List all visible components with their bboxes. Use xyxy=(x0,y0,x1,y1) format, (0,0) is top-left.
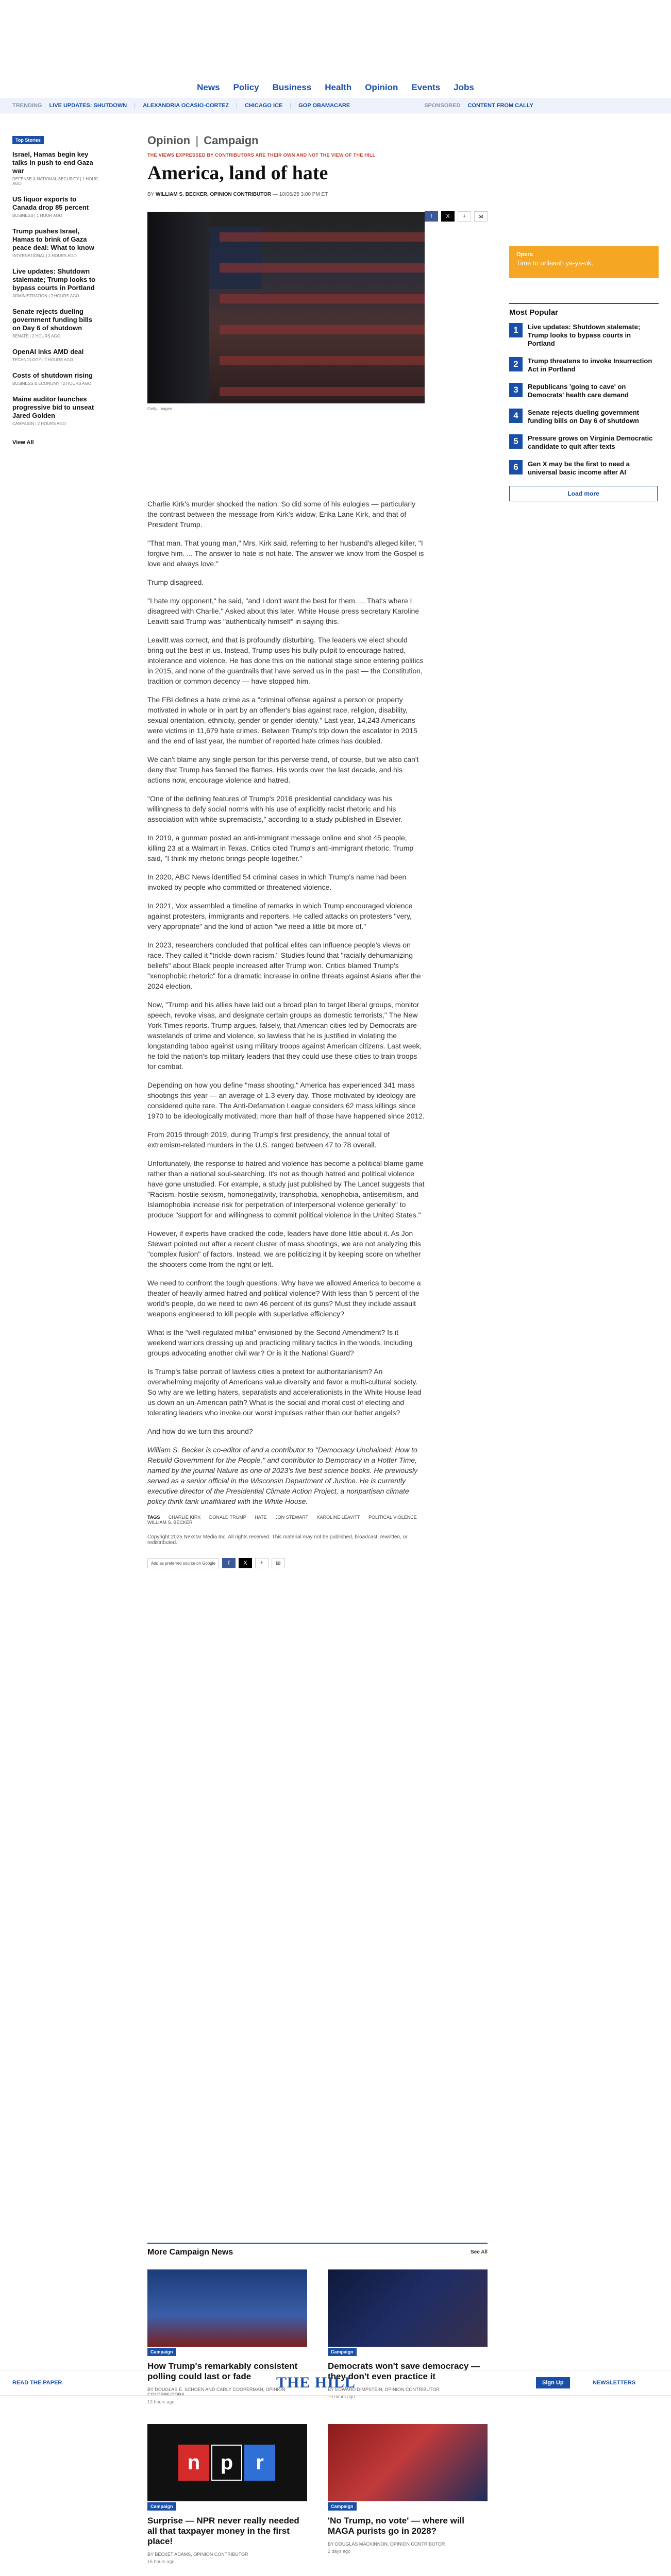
breadcrumb-sub[interactable]: Campaign xyxy=(204,134,259,147)
article-body xyxy=(147,499,425,1568)
left-rail-item-title[interactable]: Costs of shutdown rising xyxy=(12,371,93,379)
byline-prefix: BY xyxy=(147,192,155,197)
card-image xyxy=(147,2424,307,2501)
card-time: 16 hours ago xyxy=(147,2559,175,2564)
nav-opinion[interactable]: Opinion xyxy=(365,82,398,92)
card-tag: Campaign xyxy=(147,2502,176,2511)
bottom-share-bar xyxy=(147,1558,425,1568)
left-rail-item-meta: DEFENSE & NATIONAL SECURITY | 1 HOUR AGO xyxy=(12,177,98,186)
trending-sep: | xyxy=(236,102,238,109)
paragraph: What is the "well-regulated militia" envisioned by the Second Amendment? Is it weekend warriors dressing up and practicing military tactics in the woods, including groups advocating another civil war? Or is it the National Guard? xyxy=(147,1328,413,1357)
news-card[interactable] xyxy=(328,2424,488,2564)
left-rail-item[interactable] xyxy=(12,308,99,338)
card-time: 19 hours ago xyxy=(328,2394,355,2399)
flag-stripe xyxy=(220,356,425,365)
hero-image xyxy=(147,212,425,403)
breadcrumb-sep: | xyxy=(195,134,199,147)
paragraph: Charlie Kirk's murder shocked the nation. So did some of his eulogies — particularly the contrast between the message from Kirk's widow, Erika Lane Kirk, and that of President Trump. xyxy=(147,500,416,529)
paragraph: From 2015 through 2019, during Trump's first presidency, the annual total of extremism-related murders in the U.S. ranged between 47 to 78 overall. xyxy=(147,1130,390,1149)
left-rail-item-title[interactable]: US liquor exports to Canada drop 85 percent xyxy=(12,195,89,211)
tags xyxy=(147,1515,425,1525)
card-grid xyxy=(147,2269,488,2564)
card-image xyxy=(328,2269,488,2347)
sponsored-link[interactable]: CONTENT FROM CALLY xyxy=(467,102,533,109)
card-title[interactable]: Surprise — NPR never really needed all that taxpayer money in the first place! xyxy=(147,2516,299,2546)
paragraph: The FBI defines a hate crime as a "criminal offense against a person or property motivated in whole or in part by an offender's bias against race, religion, disability, sexual orientation, ethnicity, gender or gender identity." Last year, 14,243 Americans were victims in 11,679 hate crimes. Between Trump's trip down the escalator in 2015 and the end of last year, the number of reported hate crimes has doubled. xyxy=(147,696,417,745)
npr-n: n xyxy=(178,2445,209,2481)
nav-events[interactable]: Events xyxy=(411,82,441,92)
newsletters-link[interactable]: NEWSLETTERS xyxy=(593,2380,636,2386)
load-more-button[interactable]: Load more xyxy=(509,486,658,501)
top-spacer xyxy=(0,0,671,77)
left-rail-item-meta: TECHNOLOGY | 2 HOURS AGO xyxy=(12,358,73,362)
npr-p: p xyxy=(211,2445,242,2481)
email-icon[interactable]: ✉ xyxy=(474,211,488,222)
news-card[interactable] xyxy=(147,2424,307,2564)
most-popular-link[interactable]: Trump threatens to invoke Insurrection Act in Portland xyxy=(528,357,652,373)
left-rail-item-meta: BUSINESS | 1 HOUR AGO xyxy=(12,213,62,218)
tag-link[interactable]: WILLIAM S. BECKER xyxy=(147,1520,193,1525)
read-paper-link[interactable]: READ THE PAPER xyxy=(12,2380,62,2386)
most-popular-item[interactable] xyxy=(509,357,659,374)
google-source-button[interactable]: Add as preferred source on Google xyxy=(147,1558,219,1568)
paragraph: "That man. That young man," Mrs. Kirk said, referring to her husband's alleged killer, "I forgive him. ... The answer to hate is not hate. The answer we know from the Gospel is love and always love." xyxy=(147,539,424,568)
left-rail-item[interactable] xyxy=(12,371,99,386)
nav-news[interactable]: News xyxy=(197,82,220,92)
card-tag: Campaign xyxy=(328,2348,357,2356)
nav-jobs[interactable]: Jobs xyxy=(454,82,474,92)
signup-button[interactable]: Sign Up xyxy=(536,2377,570,2388)
flag-stripe xyxy=(220,387,425,396)
left-rail-item[interactable] xyxy=(12,150,99,186)
most-popular-link[interactable]: Live updates: Shutdown stalemate; Trump looks to bypass courts in Portland xyxy=(528,323,641,347)
breadcrumb-section[interactable]: Opinion xyxy=(147,134,191,147)
facebook-icon[interactable]: f xyxy=(425,211,438,222)
paragraph: We need to confront the tough questions. Why have we allowed America to become a theater of heavily armed hatred and political violence? With less than 5 percent of the world's people, do we need to own 46 percent of its guns? Must they include assault weapons engineered to kill people with superlative efficiency? xyxy=(147,1279,421,1318)
silhouette xyxy=(147,212,209,403)
trending-label: TRENDING xyxy=(12,102,42,109)
card-tag: Campaign xyxy=(328,2502,357,2511)
most-popular-link[interactable]: Republicans 'going to cave' on Democrats' health care demand xyxy=(528,383,629,399)
hill-bar xyxy=(0,2370,671,2396)
see-all-link[interactable]: See All xyxy=(471,2249,488,2255)
left-rail-item[interactable] xyxy=(12,395,99,426)
tag-link[interactable]: HATE xyxy=(255,1515,267,1520)
facebook-icon[interactable]: f xyxy=(222,1558,236,1568)
trending-item[interactable]: ALEXANDRIA OCASIO-CORTEZ xyxy=(143,102,229,109)
most-popular-link[interactable]: Senate rejects dueling government funding bills on Day 6 of shutdown xyxy=(528,409,640,425)
left-rail-item-meta: SENATE | 2 HOURS AGO xyxy=(12,334,61,338)
card-author: BY EDWARD DIMPSTEIN, OPINION CONTRIBUTOR xyxy=(328,2387,440,2392)
most-popular-item[interactable] xyxy=(509,383,659,399)
flag-stripe xyxy=(220,325,425,334)
page-title: America, land of hate xyxy=(147,162,328,184)
byline-divider: — xyxy=(273,192,279,197)
left-rail-view-all[interactable]: View All xyxy=(12,439,34,446)
tags-label: TAGS xyxy=(147,1515,160,1520)
nav-business[interactable]: Business xyxy=(272,82,312,92)
rank-badge: 6 xyxy=(509,460,523,474)
rank-badge: 4 xyxy=(509,409,523,423)
tag-link[interactable]: JON STEWART xyxy=(275,1515,309,1520)
paragraph: However, if experts have cracked the code, leaders have done little about it. As Jon Stewart pointed out after a recent cluster of mass shootings, we are not analyzing this "complex fusion" of factors. Instead, we are politicizing it by keeping score on whether the shooters come from the right or left. xyxy=(147,1229,421,1268)
paragraph: Trump disagreed. xyxy=(147,578,204,586)
more-share-icon[interactable]: + xyxy=(255,1558,269,1568)
right-rail xyxy=(509,246,659,501)
left-rail-item-title[interactable]: Maine auditor launches progressive bid to unseat Jared Golden xyxy=(12,395,94,419)
more-campaign-news xyxy=(147,2243,488,2564)
paragraph: "I hate my opponent," he said, "and I don't want the best for them. ... That's where I disagreed with Charlie." Asked about this later, White House press secretary Karoline Leavitt said Trump was "authentically himself" in saying this. xyxy=(147,597,420,625)
left-rail-item-meta: ADMINISTRATION | 2 HOURS AGO xyxy=(12,294,79,298)
breadcrumb xyxy=(147,134,488,147)
rank-badge: 2 xyxy=(509,357,523,371)
paragraph: We can't blame any single person for this perverse trend, of course, but we also can't deny that Trump has fanned the flames. His words over the last decade, and his actions now, encourage violence and hatred. xyxy=(147,755,419,784)
left-rail-item[interactable] xyxy=(12,348,99,362)
nav-health[interactable]: Health xyxy=(325,82,352,92)
email-icon[interactable]: ✉ xyxy=(272,1558,285,1568)
most-popular-item[interactable] xyxy=(509,323,659,348)
trending-item[interactable]: CHICAGO ICE xyxy=(244,102,283,109)
card-title[interactable]: How Trump's remarkably consistent polling could last or fade xyxy=(147,2361,298,2381)
article xyxy=(147,134,488,1568)
tag-link[interactable]: KAROLINE LEAVITT xyxy=(316,1515,360,1520)
card-image xyxy=(147,2269,307,2347)
left-rail-item-title[interactable]: OpenAI inks AMD deal xyxy=(12,348,84,355)
left-rail-item[interactable] xyxy=(12,227,99,258)
byline xyxy=(147,192,488,197)
left-rail-item-title[interactable]: Live updates: Shutdown stalemate; Trump looks to bypass courts in Portland xyxy=(12,267,96,292)
left-rail-item[interactable] xyxy=(12,267,99,298)
card-tag: Campaign xyxy=(147,2348,176,2356)
nav-policy[interactable]: Policy xyxy=(233,82,259,92)
most-popular-item[interactable] xyxy=(509,460,659,477)
left-rail-badge: Top Stories xyxy=(12,136,44,144)
npr-r: r xyxy=(244,2445,275,2481)
x-icon[interactable]: X xyxy=(239,1558,252,1568)
trending-item[interactable]: GOP OBAMACARE xyxy=(298,102,350,109)
flag-stripe xyxy=(220,232,425,242)
opinion-disclaimer: THE VIEWS EXPRESSED BY CONTRIBUTORS ARE THEIR OWN AND NOT THE VIEW OF THE HILL xyxy=(147,152,376,158)
paragraph: In 2021, Vox assembled a timeline of remarks in which Trump encouraged violence against protesters, immigrants and reporters. He called attacks on protesters "very, very appropriate" and the kind of action "we need a little bit more of." xyxy=(147,902,413,930)
most-popular-link[interactable]: Pressure grows on Virginia Democratic candidate to quit after texts xyxy=(528,434,653,450)
section-title: More Campaign News xyxy=(147,2248,233,2257)
card-author: BY DOUGLAS E. SCHOEN AND CARLY COOPERMAN, OPINION CONTRIBUTORS xyxy=(147,2387,286,2397)
tag-link[interactable]: CHARLIE KIRK xyxy=(168,1515,201,1520)
trending-item[interactable]: LIVE UPDATES: SHUTDOWN xyxy=(49,102,127,109)
trending-bar xyxy=(0,98,671,113)
trending-sep: | xyxy=(290,102,292,109)
paragraph: Now, "Trump and his allies have laid out a broad plan to target liberal groups, monitor speech, revoke visas, and designate certain groups as domestic terrorists," The New York Times reports. Trump argues, falsely, that American cities led by Democrats are wastelands of crime and violence, so lawless that he is justified in violating the longstanding taboo against using military troops against American citizens. Last week, he told the nation's top military leaders that they could use these cities to train troops for combat. xyxy=(147,1001,422,1071)
trending-sep: | xyxy=(134,102,136,109)
left-rail-item-meta: CAMPAIGN | 2 HOURS AGO xyxy=(12,421,66,426)
card-author: BY BECKET ADAMS, OPINION CONTRIBUTOR xyxy=(147,2552,248,2557)
paragraph: In 2020, ABC News identified 54 criminal cases in which Trump's name had been invoked by people who committed or threatened violence. xyxy=(147,873,407,891)
left-rail-item-title[interactable]: Senate rejects dueling government funding bills on Day 6 of shutdown xyxy=(12,308,93,332)
promo-brand: Opera xyxy=(516,251,533,258)
most-popular-item[interactable] xyxy=(509,434,659,451)
photo-credit: Getty Images xyxy=(147,406,172,411)
rank-badge: 1 xyxy=(509,323,523,337)
main-nav xyxy=(0,77,671,98)
x-icon[interactable]: X xyxy=(441,211,455,222)
the-hill-logo[interactable]: THE HILL xyxy=(276,2374,356,2391)
left-rail-item-title[interactable]: Trump pushes Israel, Hamas to brink of Gaza peace deal: What to know xyxy=(12,227,94,251)
paragraph: Unfortunately, the response to hatred and violence has become a political blame game rather than a national soul-searching. It's not as though hatred and political violence have gone unstudied. For example, a study just published by The Lancet suggests that "Racism, hostile sexism, homonegativity, transphobia, xenophobia, antisemitism, and Islamophobia increase risk for perpetration of interpersonal violence generally" to produce "support for and willingness to commit political violence in the United States." xyxy=(147,1159,425,1219)
byline-author[interactable]: WILLIAM S. BECKER, OPINION CONTRIBUTOR xyxy=(155,192,272,197)
card-title[interactable]: Democrats won't save democracy — they don't even practice it xyxy=(328,2361,480,2381)
more-share-icon[interactable]: + xyxy=(458,211,471,222)
card-time: 2 days ago xyxy=(328,2549,351,2554)
section-header xyxy=(147,2243,488,2257)
flag-stripe xyxy=(220,263,425,273)
most-popular-title: Most Popular xyxy=(509,303,659,317)
paragraph: "One of the defining features of Trump's 2016 presidential candidacy was his willingness to defy social norms with his use of explicitly racist rhetoric and his association with white supremacists," according to a study published in Elsevier. xyxy=(147,794,403,823)
sponsored-label: SPONSORED xyxy=(424,102,461,109)
left-rail xyxy=(12,135,99,446)
promo-text: Time to unleash ya-ya-ok. xyxy=(516,259,594,267)
author-bio: William S. Becker is co-editor of and a contributor to "Democracy Unchained: How to Rebuild Government for the People," and contributor to Democracy in a Hotter Time, named by the journal Nature as one of 2023's five best science books. He previously served as a senior official in the Wisconsin Department of Justice. He is currently executive director of the Presidential Climate Action Project, a nonpartisan climate policy think tank unaffiliated with the White House. xyxy=(147,1446,418,1505)
paragraph: In 2019, a gunman posted an anti-immigrant message online and shot 45 people, killing 23 at a Walmart in Texas. Critics cited Trump's anti-immigrant rhetoric. Trump said, "I think my rhetoric brings people together." xyxy=(147,834,414,862)
promo-ad[interactable] xyxy=(509,246,659,278)
left-rail-item-meta: INTERNATIONAL | 2 HOURS AGO xyxy=(12,253,77,258)
left-rail-item-meta: BUSINESS & ECONOMY | 2 HOURS AGO xyxy=(12,381,92,386)
paragraph: In 2023, researchers concluded that political elites can influence people's views on race. They called it "trickle-down racism." Studies found that "racially dehumanizing beliefs" about Black people increased after Trump won. Critics blamed Trump's "xenophobic rhetoric" for a dramatic increase in online threats against Asians after the 2024 election. xyxy=(147,941,421,990)
paragraph: Depending on how you define "mass shooting," America has experienced 341 mass shootings this year — an average of 1.3 every day. Those motivated by ideology are considered quite rare. The Anti-Defamation League considers 62 mass killings since 1970 to be ideologically motivated; more than half of those have happened since 2012. xyxy=(147,1081,425,1120)
flag-stripe xyxy=(220,294,425,303)
rank-badge: 5 xyxy=(509,434,523,449)
card-title[interactable]: 'No Trump, no vote' — where will MAGA purists go in 2028? xyxy=(328,2516,465,2536)
most-popular-link[interactable]: Gen X may be the first to need a universal basic income after AI xyxy=(528,460,630,476)
left-rail-item[interactable] xyxy=(12,195,99,218)
left-rail-item-title[interactable]: Israel, Hamas begin key talks in push to end Gaza war xyxy=(12,150,93,175)
tag-link[interactable]: POLITICAL VIOLENCE xyxy=(368,1515,417,1520)
tag-link[interactable]: DONALD TRUMP xyxy=(209,1515,246,1520)
paragraph: And how do we turn this around? xyxy=(147,1427,253,1435)
paragraph: Is Trump's false portrait of lawless cities a pretext for authoritarianism? An overwhelming majority of Americans value diversity and favor a multi-cultural society. So why are we letting haters, separatists and accelerationists in the White House lead us down an un-American path? What is the social and moral cost of electing and tolerating leaders who invoke our worst impulses rather than our better angels? xyxy=(147,1367,422,1417)
card-author: BY DOUGLAS MACKINNON, OPINION CONTRIBUTOR xyxy=(328,2541,445,2547)
copyright: Copyright 2025 Nexstar Media Inc. All rights reserved. This material may not be published, broadcast, rewritten, or redistributed. xyxy=(147,1534,408,1546)
card-image xyxy=(328,2424,488,2501)
byline-date: 10/06/25 3:00 PM ET xyxy=(279,192,328,197)
paragraph: Leavitt was correct, and that is profoundly disturbing. The leaders we elect should bring out the best in us. Instead, Trump uses his bully pulpit to encourage hatred, intolerance and violence. He has done this on the national stage since entering politics in 2015, and none of the guardrails that have served us in the past — the Constitution, tradition or common decency — have stopped him. xyxy=(147,636,424,685)
rank-badge: 3 xyxy=(509,383,523,397)
card-time: 13 hours ago xyxy=(147,2399,175,2404)
most-popular-item[interactable] xyxy=(509,409,659,425)
